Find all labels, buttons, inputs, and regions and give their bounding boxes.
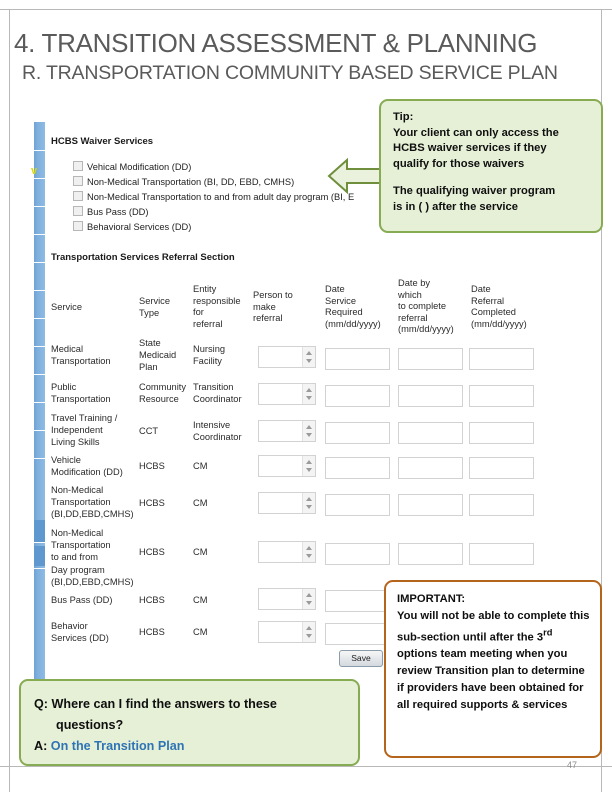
person-referral-input[interactable] — [258, 492, 316, 514]
checkbox-icon[interactable] — [73, 191, 83, 201]
important-callout — [384, 580, 602, 758]
cell-service: Non-Medical Transportation to and from Day program (BI,DD,EBD,CMHS) — [51, 528, 134, 587]
cell-service-type: HCBS — [139, 627, 165, 637]
cell-entity: Intensive Coordinator — [193, 420, 242, 443]
date-referral-completed-input[interactable] — [469, 494, 534, 516]
checkbox-label: Non-Medical Transportation (BI, DD, EBD, CMHS) — [87, 177, 295, 187]
checkbox-label: Non-Medical Transportation to and from adult day program (BI, E — [87, 192, 355, 202]
sidebar-rail[interactable] — [34, 122, 45, 687]
person-referral-input[interactable] — [258, 455, 316, 477]
cell-entity: CM — [193, 595, 208, 605]
checkbox-row-non-medical-transportation[interactable] — [73, 176, 294, 191]
cell-entity: CM — [193, 498, 208, 508]
date-service-required-input[interactable] — [325, 348, 390, 370]
cell-service-type: HCBS — [139, 498, 165, 508]
person-referral-input[interactable] — [258, 383, 316, 405]
date-service-required-input[interactable] — [325, 385, 390, 407]
tip-heading: Tip: — [393, 111, 414, 123]
cell-entity: CM — [193, 547, 208, 557]
rail-cursor-marker: v — [31, 165, 38, 177]
date-service-required-input[interactable] — [325, 422, 390, 444]
col-header-entity: Entity responsible for referral — [193, 284, 241, 329]
date-referral-completed-input[interactable] — [469, 385, 534, 407]
date-by-which-input[interactable] — [398, 385, 463, 407]
tip-line-3: qualify for those waivers — [393, 157, 525, 170]
checkbox-icon[interactable] — [73, 221, 83, 231]
checkbox-row-behavioral-services[interactable] — [73, 221, 191, 236]
qa-question-line-2: questions? — [56, 718, 124, 732]
page-subtitle: R. TRANSPORTATION COMMUNITY BASED SERVICE PLAN — [22, 62, 558, 84]
cell-service-type: HCBS — [139, 461, 165, 471]
cell-service: Behavior Services (DD) — [51, 621, 109, 644]
col-header-service-type: Service Type — [139, 296, 171, 318]
cell-entity: Transition Coordinator — [193, 382, 242, 405]
cell-entity: CM — [193, 627, 208, 637]
date-service-required-input[interactable] — [325, 543, 390, 565]
cell-service: Non-Medical Transportation (BI,DD,EBD,CMHS) — [51, 485, 134, 520]
cell-entity: Nursing Facility — [193, 344, 226, 367]
tip-line-2: HCBS waiver services if they — [393, 142, 547, 155]
cell-service: Bus Pass (DD) — [51, 595, 113, 605]
qa-question-line-1: Q: Where can I find the answers to these — [34, 697, 277, 711]
person-referral-input[interactable] — [258, 541, 316, 563]
checkbox-label: Behavioral Services (DD) — [87, 222, 192, 232]
cell-service-type: State Medicaid Plan — [139, 338, 177, 373]
checkbox-label: Bus Pass (DD) — [87, 207, 149, 217]
checkbox-row-bus-pass[interactable] — [73, 206, 148, 221]
cell-service: Public Transportation — [51, 382, 111, 405]
referral-section-heading: Transportation Services Referral Section — [51, 252, 235, 263]
checkbox-icon[interactable] — [73, 161, 83, 171]
page-title: 4. TRANSITION ASSESSMENT & PLANNING — [14, 28, 538, 58]
cell-service: Travel Training / Independent Living Skills — [51, 413, 118, 448]
important-body: You will not be able to complete this sub-section until after the 3rd options team meeting when you review Transition plan to determine if providers have been obtained for all required supports & services — [397, 609, 590, 711]
date-by-which-input[interactable] — [398, 348, 463, 370]
hcbs-waiver-heading: HCBS Waiver Services — [51, 136, 154, 147]
date-service-required-input[interactable] — [325, 590, 390, 612]
col-header-person: Person to make referral — [253, 290, 293, 324]
date-by-which-input[interactable] — [398, 494, 463, 516]
cell-service: Vehicle Modification (DD) — [51, 455, 123, 478]
col-header-date-by-which: Date by which to complete referral (mm/dd/yyyy) — [398, 278, 454, 335]
page-border-left — [9, 9, 10, 792]
date-referral-completed-input[interactable] — [469, 543, 534, 565]
cell-service: Medical Transportation — [51, 344, 111, 367]
save-button[interactable]: Save — [339, 650, 383, 667]
checkbox-icon[interactable] — [73, 206, 83, 216]
date-referral-completed-input[interactable] — [469, 422, 534, 444]
checkbox-row-vehical-modification[interactable] — [73, 161, 191, 176]
cell-entity: CM — [193, 461, 208, 471]
person-referral-input[interactable] — [258, 346, 316, 368]
arrow-left-icon — [327, 155, 385, 197]
date-by-which-input[interactable] — [398, 543, 463, 565]
person-referral-input[interactable] — [258, 420, 316, 442]
page-border-top — [0, 9, 612, 10]
date-service-required-input[interactable] — [325, 623, 390, 645]
col-header-date-referral-completed: Date Referral Completed (mm/dd/yyyy) — [471, 284, 527, 329]
date-service-required-input[interactable] — [325, 494, 390, 516]
tip-line-1: Your client can only access the — [393, 126, 559, 139]
person-referral-input[interactable] — [258, 588, 316, 610]
cell-service-type: CCT — [139, 426, 159, 436]
page-border-bottom — [0, 766, 612, 767]
date-by-which-input[interactable] — [398, 422, 463, 444]
cell-service-type: Community Resource — [139, 382, 187, 405]
person-referral-input[interactable] — [258, 621, 316, 643]
checkbox-label: Vehical Modification (DD) — [87, 162, 192, 172]
date-referral-completed-input[interactable] — [469, 457, 534, 479]
qa-callout — [19, 679, 360, 766]
date-service-required-input[interactable] — [325, 457, 390, 479]
tip-line-4: The qualifying waiver program — [393, 185, 556, 198]
cell-service-type: HCBS — [139, 595, 165, 605]
important-heading: IMPORTANT: — [397, 593, 466, 605]
qa-answer-line: A: On the Transition Plan — [34, 739, 185, 753]
col-header-service: Service — [51, 302, 83, 312]
checkbox-row-non-medical-transportation-day-program[interactable] — [73, 191, 354, 206]
tip-line-5: is in ( ) after the service — [393, 200, 518, 213]
cell-service-type: HCBS — [139, 547, 165, 557]
date-referral-completed-input[interactable] — [469, 348, 534, 370]
page-number: 47 — [567, 760, 578, 770]
tip-callout — [379, 99, 603, 233]
checkbox-icon[interactable] — [73, 176, 83, 186]
date-by-which-input[interactable] — [398, 457, 463, 479]
col-header-date-service-required: Date Service Required (mm/dd/yyyy) — [325, 284, 381, 329]
